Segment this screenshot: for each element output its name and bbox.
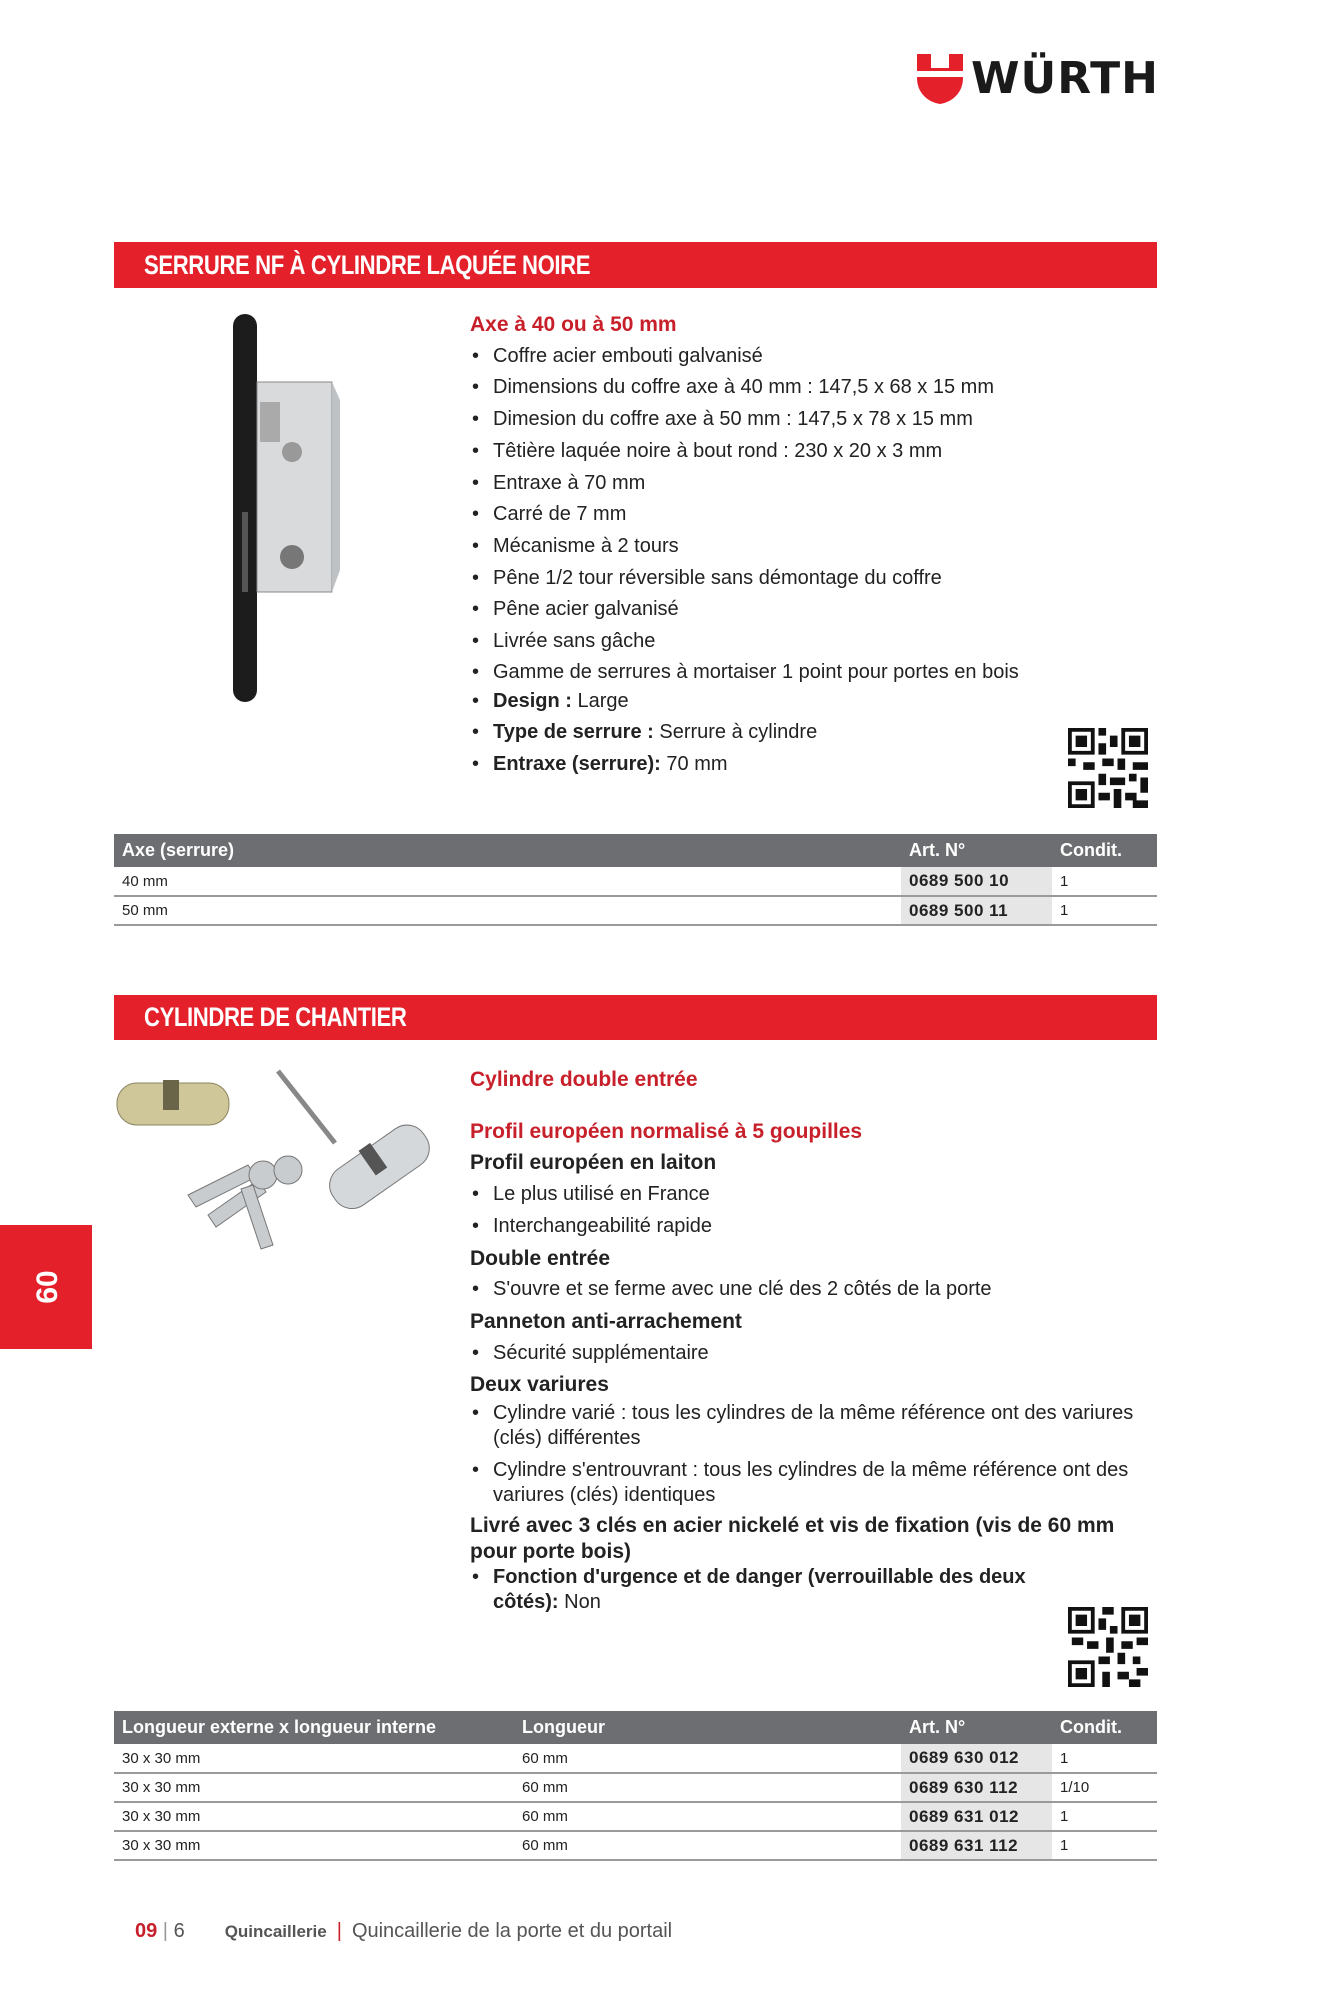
feature-item: • Coffre acier embouti galvanisé	[470, 341, 1160, 373]
wurth-logo-icon	[917, 54, 963, 104]
feature-item: • Sécurité supplémentaire	[470, 1338, 1160, 1370]
feature-item: • Entraxe à 70 mm	[470, 468, 1160, 500]
heading-laiton: Profil européen en laiton	[470, 1151, 717, 1175]
section-title-serrure: SERRURE NF À CYLINDRE LAQUÉE NOIRE	[114, 242, 1157, 288]
cylinder-keys-product-image	[113, 1065, 433, 1265]
feature-item: • Carré de 7 mm	[470, 499, 1160, 531]
spec-fonction-urgence: • Fonction d'urgence et de danger (verrouillable des deux côtés): Non	[470, 1565, 1030, 1615]
serrure-table: Axe (serrure) Art. N° Condit. 40 mm 0689 500 10 1 50 mm 0689 500 11 1	[114, 834, 1157, 926]
feature-item: • Dimesion du coffre axe à 50 mm : 147,5 x 78 x 15 mm	[470, 404, 1160, 436]
cylindre-description	[470, 1064, 1160, 1615]
serrure-features	[470, 341, 1160, 781]
section-title-cylindre: CYLINDRE DE CHANTIER	[114, 995, 1157, 1040]
footer-page-number: 6	[173, 1920, 185, 1942]
feature-item: • Mécanisme à 2 tours	[470, 531, 1160, 563]
serrure-subtitle: Axe à 40 ou à 50 mm	[470, 313, 677, 336]
table-row: 30 x 30 mm 60 mm 0689 630 012 1	[114, 1744, 1157, 1773]
chapter-side-tab: 09	[0, 1225, 92, 1349]
feature-item: • Pêne acier galvanisé	[470, 594, 1160, 626]
serrure-description	[470, 309, 1160, 781]
qr-code-icon[interactable]	[1068, 1607, 1148, 1687]
table-row: 30 x 30 mm 60 mm 0689 631 112 1	[114, 1831, 1157, 1860]
feature-item: • Cylindre s'entrouvrant : tous les cylindres de la même référence ont des variures (clés) identiques	[470, 1458, 1160, 1508]
footer-chapter: 09	[135, 1920, 158, 1942]
table-row: 30 x 30 mm 60 mm 0689 631 012 1	[114, 1802, 1157, 1831]
heading-livre: Livré avec 3 clés en acier nickelé et vis de fixation (vis de 60 mm pour porte bois)	[470, 1514, 1115, 1564]
spec-entraxe: • Entraxe (serrure): 70 mm	[470, 749, 1160, 781]
table-row: 40 mm 0689 500 10 1	[114, 867, 1157, 896]
wurth-logo: WÜRTH	[917, 53, 1159, 104]
page-footer: 09 | 6 Quincaillerie | Quincaillerie de la porte et du portail	[135, 1920, 673, 1942]
spec-design: • Design : Large	[470, 686, 1160, 718]
feature-item: • Gamme de serrures à mortaiser 1 point pour portes en bois	[470, 658, 1160, 686]
lock-product-image	[230, 312, 345, 704]
feature-item: • Têtière laquée noire à bout rond : 230 x 20 x 3 mm	[470, 436, 1160, 468]
feature-item: • Le plus utilisé en France	[470, 1179, 1160, 1211]
heading-panneton: Panneton anti-arrachement	[470, 1309, 742, 1333]
feature-item: • Interchangeabilité rapide	[470, 1211, 1160, 1243]
footer-category: Quincaillerie	[224, 1921, 327, 1941]
feature-item: • Dimensions du coffre axe à 40 mm : 147,5 x 68 x 15 mm	[470, 372, 1160, 404]
footer-subcategory: Quincaillerie de la porte et du portail	[351, 1920, 673, 1942]
feature-item: • S'ouvre et se ferme avec une clé des 2 côtés de la porte	[470, 1274, 1160, 1306]
cylindre-profile-title: Profil européen normalisé à 5 goupilles	[470, 1119, 863, 1143]
feature-item: • Pêne 1/2 tour réversible sans démontage du coffre	[470, 563, 1160, 595]
heading-double-entree: Double entrée	[470, 1246, 611, 1270]
spec-type: • Type de serrure : Serrure à cylindre	[470, 717, 1160, 749]
feature-item: • Cylindre varié : tous les cylindres de la même référence ont des variures (clés) différentes	[470, 1401, 1160, 1451]
qr-code-icon[interactable]	[1068, 728, 1148, 808]
feature-item: • Livrée sans gâche	[470, 626, 1160, 658]
heading-variures: Deux variures	[470, 1373, 609, 1397]
table-row: 30 x 30 mm 60 mm 0689 630 112 1/10	[114, 1773, 1157, 1802]
cylindre-subtitle: Cylindre double entrée	[470, 1068, 698, 1091]
table-row: 50 mm 0689 500 11 1	[114, 896, 1157, 925]
cylindre-table: Longueur externe x longueur interne Longueur Art. N° Condit. 30 x 30 mm 60 mm 0689 630 012 1 30 x 30 mm 60 mm 0689 630 112 1/10 30 x 30 mm 60 mm 0689 631 012 1 30 x 30 mm 60 mm 0689 631 112 1	[114, 1711, 1157, 1861]
